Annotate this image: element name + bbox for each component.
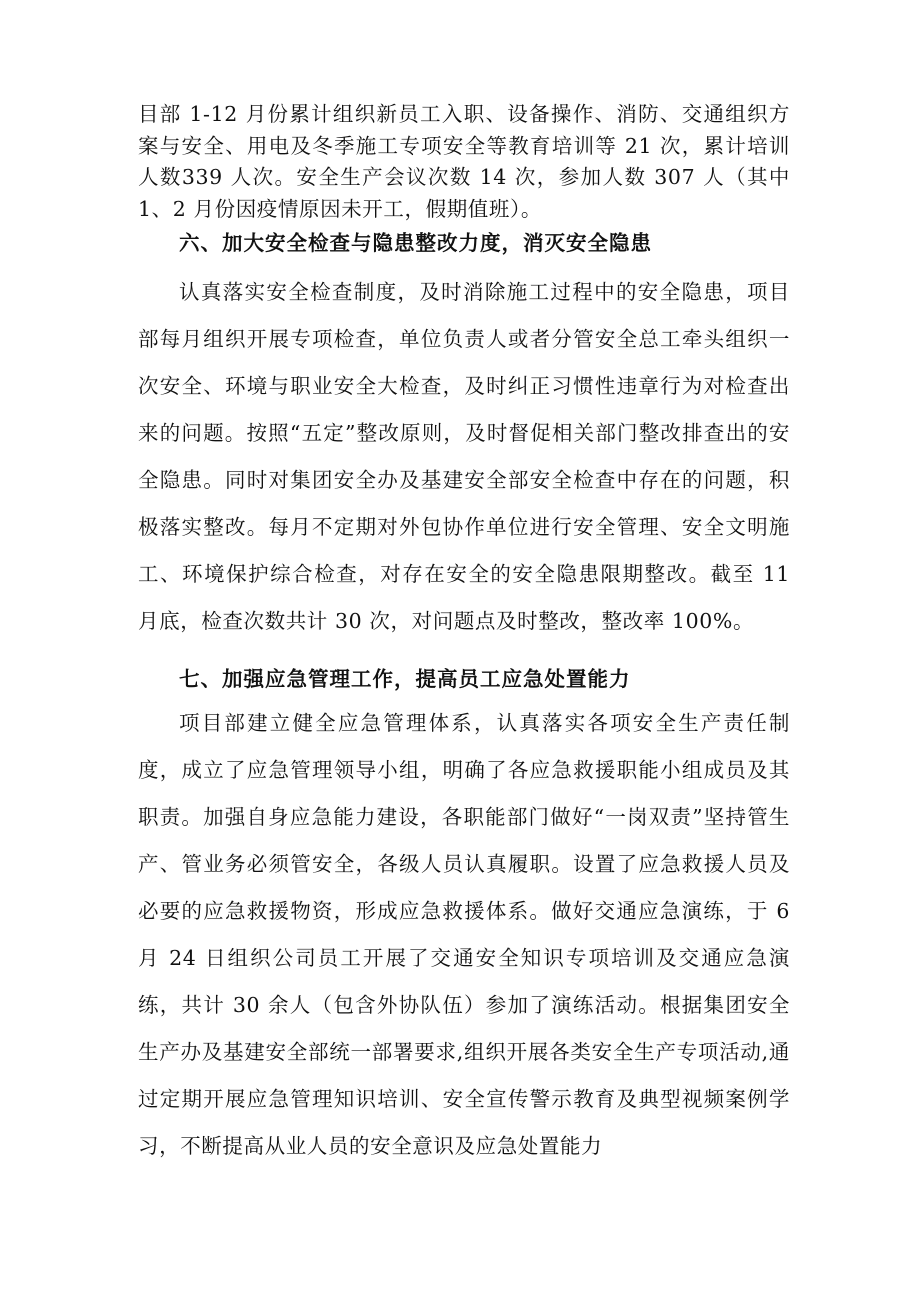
paragraph-training-summary: 目部 1-12 月份累计组织新员工入职、设备操作、消防、交通组织方案与安全、用电及冬季施工专项安全等教育培训等 21 次，累计培训人数339 人次。安全生产会议次数 14 次，参加人数 307 人（其中 1、2 月份因疫情原因未开工，假期值班）。 xyxy=(138,102,790,221)
paragraph-emergency-management: 项目部建立健全应急管理体系，认真落实各项安全生产责任制度，成立了应急管理领导小组，明确了各应急救援职能小组成员及其职责。加强自身应急能力建设，各职能部门做好“一岗双责”坚持管生产、管业务必须管安全，各级人员认真履职。设置了应急救援人员及必要的应急救援物资，形成应急救援体系。做好交通应急演练，于 6 月 24 日组织公司员工开展了交通安全知识专项培训及交通应急演练，共计 30 余人（包含外协队伍）参加了演练活动。根据集团安全生产办及基建安全部统一部署要求,组织开展各类安全生产专项活动,通过定期开展应急管理知识培训、安全宣传警示教育及典型视频案例学习，不断提高从业人员的安全意识及应急处置能力 xyxy=(138,711,790,1158)
paragraph-safety-inspection: 认真落实安全检查制度，及时消除施工过程中的安全隐患，项目部每月组织开展专项检查，单位负责人或者分管安全总工牵头组织一次安全、环境与职业安全大检查，及时纠正习惯性违章行为对检查出来的问题。按照“五定”整改原则，及时督促相关部门整改排查出的安全隐患。同时对集团安全办及基建安全部安全检查中存在的问题，积极落实整改。每月不定期对外包协作单位进行安全管理、安全文明施工、环境保护综合检查，对存在安全的安全隐患限期整改。截至 11 月底，检查次数共计 30 次，对问题点及时整改，整改率 100%。 xyxy=(138,280,790,633)
section-heading-6: 六、加大安全检查与隐患整改力度，消灭安全隐患 xyxy=(179,231,652,255)
section-heading-7: 七、加强应急管理工作，提高员工应急处置能力 xyxy=(179,667,631,691)
